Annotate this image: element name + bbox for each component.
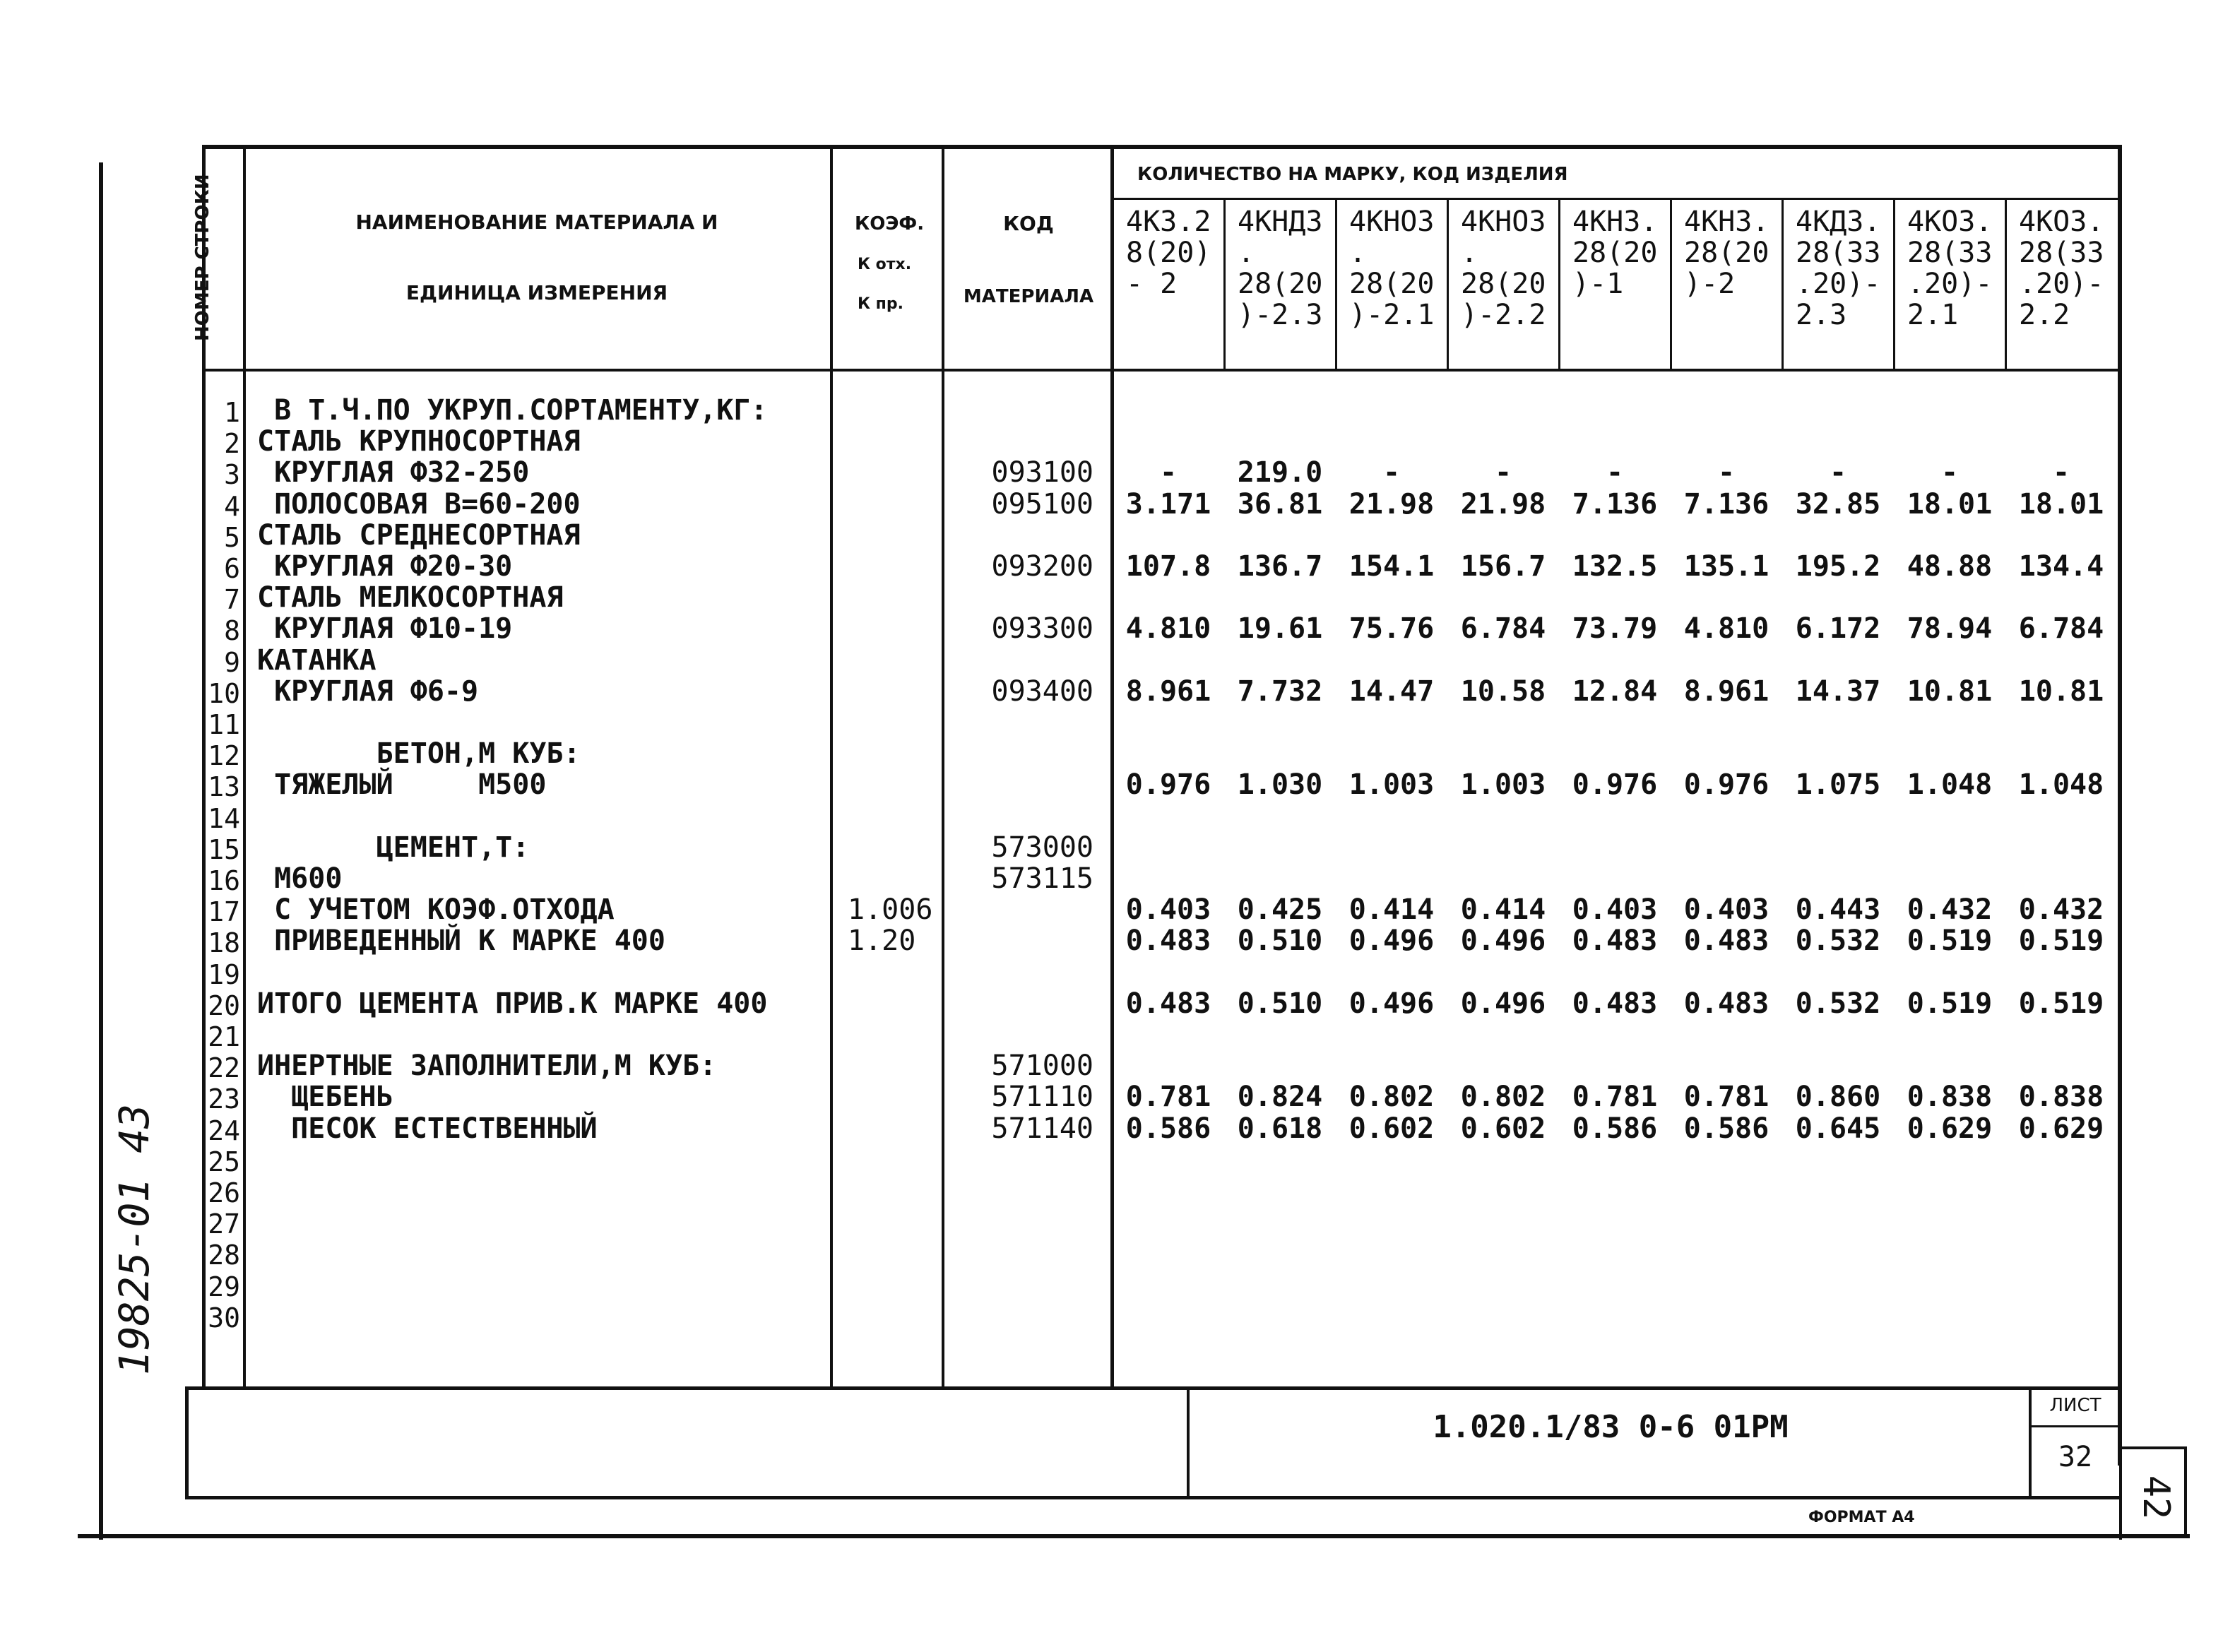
name-header-line-1: НАИМЕНОВАНИЕ МАТЕРИАЛА И — [355, 210, 718, 234]
product-column-header: 4КОЗ. 28(33 .20)- 2.2 — [2019, 206, 2104, 331]
row-number: 9 — [224, 646, 240, 678]
material-name: С УЧЕТОМ КОЭФ.ОТХОДА — [257, 893, 615, 927]
quantity-value: 0.781 — [1683, 1081, 1769, 1114]
row-number: 12 — [208, 740, 240, 772]
quantity-value: 0.432 — [1907, 893, 1993, 927]
quantity-value: 6.784 — [1460, 612, 1546, 646]
margin-box-top — [2119, 1446, 2187, 1449]
product-column-header: 4КЗ.2 8(20) - 2 — [1126, 206, 1211, 300]
quantity-value: 10.81 — [1907, 675, 1993, 708]
row-number: 22 — [208, 1052, 240, 1084]
row-number: 14 — [208, 802, 240, 834]
material-code: 571140 — [991, 1112, 1093, 1145]
coef-header-line-3: К пр. — [858, 295, 903, 313]
quantity-value: 32.85 — [1795, 487, 1881, 521]
product-column-header: 4КНОЗ . 28(20 )-2.1 — [1349, 206, 1435, 331]
quantity-value: - — [1382, 456, 1401, 489]
material-code: 093100 — [991, 456, 1093, 489]
material-name: ТЯЖЕЛЫЙ М500 — [257, 768, 547, 802]
material-name: ЩЕБЕНЬ — [257, 1081, 393, 1114]
quantity-value: 18.01 — [2018, 487, 2104, 521]
row-number: 15 — [208, 833, 240, 865]
row-number: 19 — [208, 958, 240, 990]
row-number: 1 — [224, 397, 240, 428]
coef-header-line-2: К отх. — [858, 256, 912, 273]
quantity-value: 0.602 — [1348, 1112, 1435, 1145]
material-name: В Т.Ч.ПО УКРУП.СОРТАМЕНТУ,КГ: — [257, 394, 768, 427]
code-header-line-2: МАТЕРИАЛА — [963, 286, 1094, 307]
quantity-value: 1.075 — [1795, 768, 1881, 802]
col-sep-rownum — [243, 145, 246, 1388]
quantity-value: 10.81 — [2018, 675, 2104, 708]
material-coefficient: 1.20 — [848, 925, 916, 958]
quantity-value: 18.01 — [1907, 487, 1993, 521]
quantity-value: 0.483 — [1572, 987, 1658, 1020]
row-number: 13 — [208, 771, 240, 803]
coef-header-line-1: КОЭФ. — [855, 213, 925, 234]
row-number: 27 — [208, 1208, 240, 1240]
quantity-value: 21.98 — [1348, 487, 1435, 521]
name-header-line-2: ЕДИНИЦА ИЗМЕРЕНИЯ — [405, 281, 668, 304]
prod-col-sep — [1782, 199, 1784, 370]
material-name: СТАЛЬ МЕЛКОСОРТНАЯ — [257, 581, 564, 614]
row-number: 28 — [208, 1240, 240, 1271]
prod-col-sep — [2005, 199, 2007, 370]
material-name: М600 — [257, 862, 343, 895]
document-code: 1.020.1/83 0-6 01РМ — [1433, 1409, 1789, 1445]
quantity-value: 73.79 — [1572, 612, 1658, 646]
quantity-value: 0.802 — [1460, 1081, 1546, 1114]
row-number: 16 — [208, 865, 240, 896]
quantity-value: 0.496 — [1348, 925, 1435, 958]
prod-col-sep — [1670, 199, 1672, 370]
quantity-value: 0.483 — [1572, 925, 1658, 958]
quantity-value: 132.5 — [1572, 550, 1658, 583]
quantity-value: 0.586 — [1125, 1112, 1211, 1145]
quantity-value: 1.048 — [2018, 768, 2104, 802]
margin-handwritten-number: 19825-01 43 — [110, 1103, 158, 1376]
quantity-value: 0.403 — [1125, 893, 1211, 927]
material-name: КАТАНКА — [257, 643, 377, 677]
quantity-value: 75.76 — [1348, 612, 1435, 646]
header-bottom-line — [202, 369, 2122, 372]
quantity-value: 0.510 — [1237, 925, 1323, 958]
material-name: ИНЕРТНЫЕ ЗАПОЛНИТЕЛИ,М КУБ: — [257, 1050, 717, 1083]
material-code: 573115 — [991, 862, 1093, 895]
code-header-line-1: КОД — [1003, 212, 1054, 235]
quantity-value: 0.838 — [2018, 1081, 2104, 1114]
quantity-value: - — [1717, 456, 1736, 489]
row-number: 4 — [224, 490, 240, 522]
material-code: 093200 — [991, 550, 1093, 583]
prod-col-sep — [1893, 199, 1895, 370]
quantity-value: 154.1 — [1348, 550, 1435, 583]
quantity-value: - — [1940, 456, 1959, 489]
quantity-value: 78.94 — [1907, 612, 1993, 646]
format-label: ФОРМАТ А4 — [1808, 1509, 1915, 1526]
quantity-value: 19.61 — [1237, 612, 1323, 646]
material-name: СТАЛЬ СРЕДНЕСОРТНАЯ — [257, 518, 581, 552]
quantity-value: 48.88 — [1907, 550, 1993, 583]
row-number: 5 — [224, 521, 240, 553]
row-number-header: НОМЕР СТРОКИ — [192, 174, 213, 341]
qty-label-line — [1110, 198, 2122, 200]
quantity-value: 7.732 — [1237, 675, 1323, 708]
material-name: БЕТОН,М КУБ: — [257, 737, 581, 771]
row-number: 29 — [208, 1271, 240, 1302]
sheet-label: ЛИСТ — [2049, 1395, 2101, 1416]
row-number: 2 — [224, 428, 240, 460]
col-sep-coef — [942, 145, 944, 1388]
quantity-value: 0.432 — [2018, 893, 2104, 927]
material-code: 573000 — [991, 831, 1093, 864]
product-column-header: 4КНОЗ . 28(20 )-2.2 — [1461, 206, 1546, 331]
quantity-value: 14.37 — [1795, 675, 1881, 708]
table-top-line — [202, 145, 2122, 149]
title-bottom-line — [185, 1496, 2122, 1499]
quantity-value: - — [1494, 456, 1512, 489]
quantity-value: 0.645 — [1795, 1112, 1881, 1145]
quantity-value: 0.781 — [1125, 1081, 1211, 1114]
material-name: ПЕСОК ЕСТЕСТВЕННЫЙ — [257, 1112, 598, 1145]
quantity-value: 0.414 — [1460, 893, 1546, 927]
margin-page-number: 42 — [2135, 1475, 2177, 1520]
row-number: 7 — [224, 584, 240, 616]
quantity-value: 0.510 — [1237, 987, 1323, 1020]
quantity-value: 0.519 — [2018, 925, 2104, 958]
row-number: 30 — [208, 1302, 240, 1333]
quantity-value: 0.802 — [1348, 1081, 1435, 1114]
row-number: 10 — [208, 677, 240, 709]
prod-col-sep — [1558, 199, 1560, 370]
material-name: КРУГЛАЯ Ф20-30 — [257, 550, 513, 583]
quantity-value: 0.414 — [1348, 893, 1435, 927]
row-number: 6 — [224, 553, 240, 584]
material-name: ЦЕМЕНТ,Т: — [257, 831, 530, 864]
quantity-value: 0.532 — [1795, 987, 1881, 1020]
quantity-value: 134.4 — [2018, 550, 2104, 583]
quantity-value: - — [1159, 456, 1178, 489]
quantity-value: 8.961 — [1125, 675, 1211, 708]
quantity-value: 21.98 — [1460, 487, 1546, 521]
quantity-value: 0.496 — [1460, 987, 1546, 1020]
material-code: 571110 — [991, 1081, 1093, 1114]
material-name: СТАЛЬ КРУПНОСОРТНАЯ — [257, 425, 581, 458]
row-number: 11 — [208, 709, 240, 740]
quantity-header: КОЛИЧЕСТВО НА МАРКУ, КОД ИЗДЕЛИЯ — [1137, 164, 1568, 185]
quantity-value: 0.602 — [1460, 1112, 1546, 1145]
material-name: КРУГЛАЯ Ф6-9 — [257, 675, 479, 708]
quantity-value: 6.172 — [1795, 612, 1881, 646]
quantity-value: 1.003 — [1460, 768, 1546, 802]
prod-col-sep — [1447, 199, 1449, 370]
product-column-header: 4КОЗ. 28(33 .20)- 2.1 — [1907, 206, 1993, 331]
quantity-value: 8.961 — [1683, 675, 1769, 708]
quantity-value: 7.136 — [1683, 487, 1769, 521]
quantity-value: 0.618 — [1237, 1112, 1323, 1145]
sheet-number: 32 — [2058, 1441, 2093, 1473]
quantity-value: 0.629 — [2018, 1112, 2104, 1145]
quantity-value: 0.496 — [1348, 987, 1435, 1020]
table-bottom-line — [185, 1386, 2122, 1390]
quantity-value: 0.483 — [1683, 925, 1769, 958]
quantity-value: 10.58 — [1460, 675, 1546, 708]
quantity-value: 6.784 — [2018, 612, 2104, 646]
quantity-value: 156.7 — [1460, 550, 1546, 583]
product-column-header: 4КДЗ. 28(33 .20)- 2.3 — [1796, 206, 1881, 331]
quantity-value: 0.586 — [1572, 1112, 1658, 1145]
row-number: 20 — [208, 990, 240, 1021]
quantity-value: 0.532 — [1795, 925, 1881, 958]
material-name: ПОЛОСОВАЯ В=60-200 — [257, 487, 581, 521]
quantity-value: 0.483 — [1125, 925, 1211, 958]
quantity-value: 0.781 — [1572, 1081, 1658, 1114]
quantity-value: 0.976 — [1572, 768, 1658, 802]
col-sep-code — [1110, 145, 1114, 1388]
quantity-value: 0.586 — [1683, 1112, 1769, 1145]
quantity-value: 136.7 — [1237, 550, 1323, 583]
quantity-value: 0.496 — [1460, 925, 1546, 958]
quantity-value: 135.1 — [1683, 550, 1769, 583]
material-code: 093300 — [991, 612, 1093, 646]
material-name: ПРИВЕДЕННЫЙ К МАРКЕ 400 — [257, 925, 665, 958]
material-code: 095100 — [991, 487, 1093, 521]
quantity-value: 1.048 — [1907, 768, 1993, 802]
title-left-line — [185, 1386, 189, 1499]
row-number: 8 — [224, 615, 240, 647]
quantity-value: 4.810 — [1125, 612, 1211, 646]
table-right-line — [2118, 145, 2122, 1466]
quantity-value: 36.81 — [1237, 487, 1323, 521]
row-number: 25 — [208, 1146, 240, 1177]
quantity-value: 0.519 — [1907, 987, 1993, 1020]
quantity-value: 14.47 — [1348, 675, 1435, 708]
row-number: 18 — [208, 927, 240, 959]
material-code: 571000 — [991, 1050, 1093, 1083]
quantity-value: - — [1606, 456, 1624, 489]
quantity-value: 1.030 — [1237, 768, 1323, 802]
row-number: 24 — [208, 1115, 240, 1146]
quantity-value: 0.519 — [2018, 987, 2104, 1020]
quantity-value: 3.171 — [1125, 487, 1211, 521]
material-name: КРУГЛАЯ Ф10-19 — [257, 612, 513, 646]
frame-left-line — [99, 162, 103, 1540]
margin-box-right — [2184, 1446, 2187, 1538]
quantity-value: 0.824 — [1237, 1081, 1323, 1114]
col-sep-name — [830, 145, 833, 1388]
quantity-value: 0.976 — [1125, 768, 1211, 802]
product-column-header: 4КНЗ. 28(20 )-2 — [1684, 206, 1769, 300]
quantity-value: 219.0 — [1237, 456, 1323, 489]
row-number: 21 — [208, 1021, 240, 1052]
product-column-header: 4КНДЗ . 28(20 )-2.3 — [1238, 206, 1323, 331]
quantity-value: 0.483 — [1683, 987, 1769, 1020]
quantity-value: - — [1829, 456, 1847, 489]
quantity-value: 0.443 — [1795, 893, 1881, 927]
quantity-value: 0.519 — [1907, 925, 1993, 958]
quantity-value: 12.84 — [1572, 675, 1658, 708]
quantity-value: 0.483 — [1125, 987, 1211, 1020]
quantity-value: 107.8 — [1125, 550, 1211, 583]
quantity-value: 0.860 — [1795, 1081, 1881, 1114]
row-number: 3 — [224, 459, 240, 491]
quantity-value: 0.838 — [1907, 1081, 1993, 1114]
quantity-value: 0.976 — [1683, 768, 1769, 802]
quantity-value: 0.403 — [1683, 893, 1769, 927]
row-number: 23 — [208, 1083, 240, 1115]
sheet-box-mid — [2029, 1425, 2122, 1427]
material-code: 093400 — [991, 675, 1093, 708]
quantity-value: 195.2 — [1795, 550, 1881, 583]
product-column-header: 4КНЗ. 28(20 )-1 — [1572, 206, 1658, 300]
quantity-value: - — [2052, 456, 2070, 489]
material-name: ИТОГО ЦЕМЕНТА ПРИВ.К МАРКЕ 400 — [257, 987, 768, 1020]
material-coefficient: 1.006 — [848, 893, 933, 927]
quantity-value: 0.629 — [1907, 1112, 1993, 1145]
material-name: КРУГЛАЯ Ф32-250 — [257, 456, 530, 489]
row-number: 26 — [208, 1177, 240, 1208]
quantity-value: 0.425 — [1237, 893, 1323, 927]
row-number: 17 — [208, 896, 240, 928]
prod-col-sep — [1335, 199, 1337, 370]
quantity-value: 4.810 — [1683, 612, 1769, 646]
frame-bottom-line — [78, 1534, 2190, 1538]
quantity-value: 0.403 — [1572, 893, 1658, 927]
quantity-value: 1.003 — [1348, 768, 1435, 802]
title-block-sep — [1187, 1386, 1190, 1499]
quantity-value: 7.136 — [1572, 487, 1658, 521]
prod-col-sep — [1223, 199, 1226, 370]
